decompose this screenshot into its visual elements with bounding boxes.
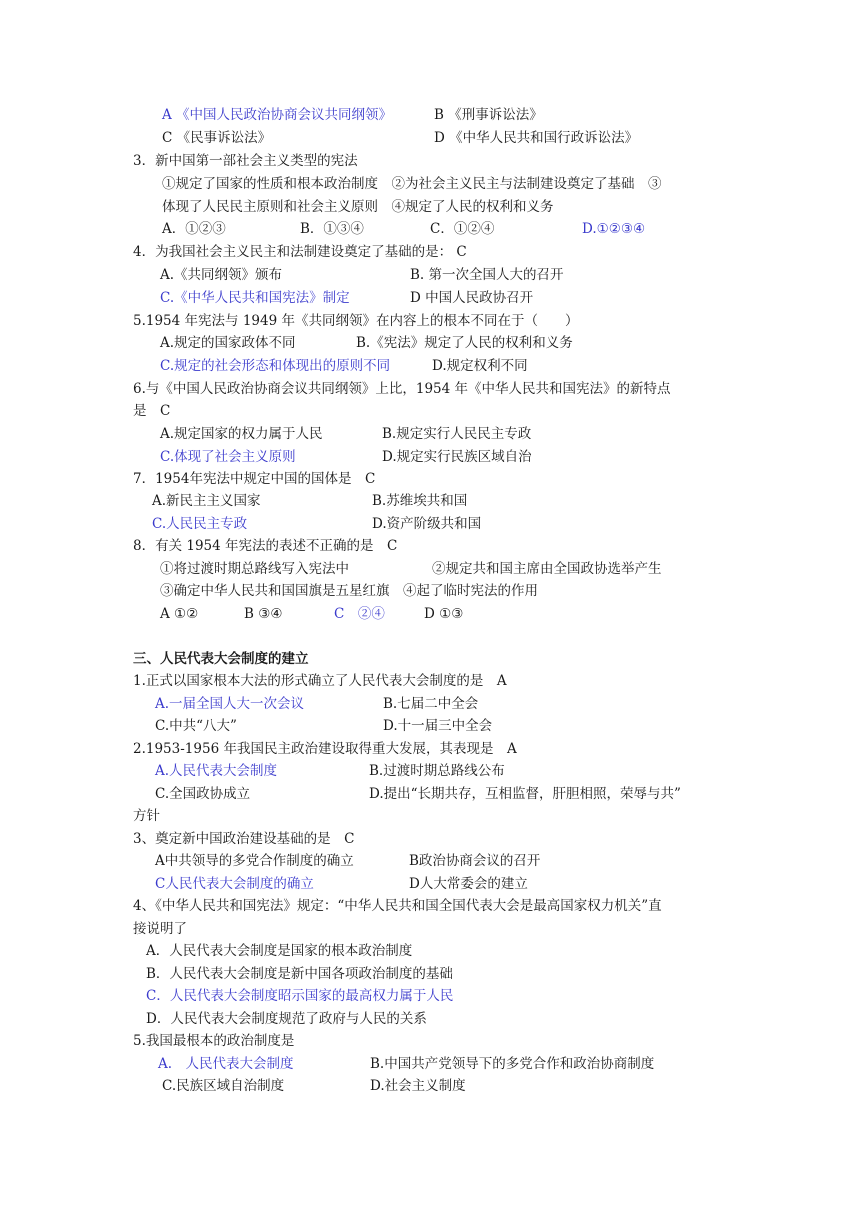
question-8: 8．有关 1954 年宪法的表述不正确的是 C (133, 538, 398, 554)
option-c: C.中共“八大” (155, 718, 237, 734)
option-d: D 《中华人民共和国行政诉讼法》 (434, 130, 639, 146)
option-b: B 《刑事诉讼法》 (434, 107, 543, 123)
option-d: D 中国人民政协召开 (410, 290, 534, 306)
option-a: A中共领导的多党合作制度的确立 (155, 853, 354, 869)
option-c: C.全国政协成立 (155, 786, 251, 802)
option-c: C 《民事诉讼法》 (162, 130, 272, 146)
option-c-answer: C.规定的社会形态和体现出的原则不同 (160, 358, 391, 374)
option-c-answer: C ②④ (334, 606, 385, 622)
option-a: A．①②③ (162, 221, 226, 237)
option-c-answer: C人民代表大会制度的确立 (155, 876, 314, 892)
option-d: D.规定权利不同 (432, 358, 528, 374)
option-c: C．①②④ (430, 221, 495, 237)
option-b: B. 第一次全国人大的召开 (410, 267, 564, 283)
question-7: 7．1954年宪法中规定中国的国体是 C (133, 471, 376, 487)
option-d: D ①③ (424, 606, 464, 622)
section-heading: 三、人民代表大会制度的建立 (133, 651, 309, 667)
question-1: 1.正式以国家根本大法的形式确立了人民代表大会制度的是 A (133, 673, 507, 689)
option-d: D.十一届三中全会 (383, 718, 493, 734)
s3-q4-option-b: B．人民代表大会制度是新中国各项政治制度的基础 (146, 966, 453, 982)
s3-q4-option-d: D．人民代表大会制度规范了政府与人民的关系 (146, 1011, 427, 1027)
option-a: A.新民主主义国家 (152, 493, 261, 509)
option-a: A.规定国家的权力属于人民 (160, 426, 323, 442)
option-a-answer: A. 人民代表大会制度 (158, 1056, 294, 1072)
q8-statement-line-2: ③确定中华人民共和国国旗是五星红旗 ④起了临时宪法的作用 (160, 583, 538, 599)
question-5: 5.我国最根本的政治制度是 (133, 1033, 295, 1049)
option-c-answer: C.人民民主专政 (152, 516, 248, 532)
option-d: D.提出“长期共存，互相监督，肝胆相照，荣辱与共” (369, 786, 681, 802)
question-4: 4．为我国社会主义民主和法制建设奠定了基础的是： C (133, 244, 467, 260)
option-b: B.中国共产党领导下的多党合作和政治协商制度 (370, 1056, 655, 1072)
option-b: B政治协商会议的召开 (409, 853, 541, 869)
q3-statement-line-2: 体现了人民民主原则和社会主义原则 ④规定了人民的权利和义务 (162, 199, 554, 215)
option-c: C.民族区域自治制度 (162, 1078, 285, 1094)
option-b: B.苏维埃共和国 (372, 493, 468, 509)
option-b: B．①③④ (300, 221, 364, 237)
s3-q4-option-c-answer: C．人民代表大会制度昭示国家的最高权力属于人民 (146, 988, 454, 1004)
option-d: D人大常委会的建立 (409, 876, 528, 892)
option-c-answer: C.体现了社会主义原则 (160, 449, 296, 465)
statement-2: ②规定共和国主席由全国政协选举产生 (432, 561, 662, 577)
option-a: A.规定的国家政体不同 (160, 335, 296, 351)
option-a-answer: A.一届全国人大一次会议 (155, 696, 305, 712)
option-b: B.规定实行人民民主专政 (382, 426, 532, 442)
option-d: D.规定实行民族区域自治 (382, 449, 532, 465)
option-d: D.社会主义制度 (370, 1078, 466, 1094)
question-6-cont: 是 C (133, 403, 171, 419)
option-b: B ③④ (244, 606, 283, 622)
question-4: 4、《中华人民共和国宪法》规定：“中华人民共和国全国代表大会是最高国家权力机关”直 (133, 898, 662, 914)
option-a: A.《共同纲领》颁布 (160, 267, 283, 283)
option-a-answer: A.人民代表大会制度 (155, 763, 278, 779)
question-2: 2.1953-1956 年我国民主政治建设取得重大发展，其表现是 A (133, 741, 517, 757)
question-5: 5.1954 年宪法与 1949 年《共同纲领》在内容上的根本不同在于（ ） (133, 313, 579, 329)
option-d: D.资产阶级共和国 (372, 516, 482, 532)
s3-q2-option-d-cont: 方针 (133, 808, 160, 824)
question-3: 3．新中国第一部社会主义类型的宪法 (133, 153, 358, 169)
option-a: A ①② (160, 606, 199, 622)
question-3: 3、奠定新中国政治建设基础的是 C (133, 831, 355, 847)
option-c-answer: C.《中华人民共和国宪法》制定 (160, 290, 350, 306)
question-6: 6.与《中国人民政治协商会议共同纲领》上比，1954 年《中华人民共和国宪法》的新特点 (133, 381, 671, 397)
option-b: B.过渡时期总路线公布 (369, 763, 505, 779)
option-b: B.《宪法》规定了人民的权利和义务 (356, 335, 573, 351)
question-4-cont: 接说明了 (133, 921, 187, 937)
statement-1: ①将过渡时期总路线写入宪法中 (160, 561, 349, 577)
q3-statement-line-1: ①规定了国家的性质和根本政治制度 ②为社会主义民主与法制建设奠定了基础 ③ (162, 176, 662, 192)
s3-q4-option-a: A．人民代表大会制度是国家的根本政治制度 (146, 943, 413, 959)
option-b: B.七届二中全会 (383, 696, 479, 712)
option-a-answer: A 《中国人民政治协商会议共同纲领》 (162, 107, 393, 123)
option-d-answer: D.①②③④ (582, 221, 646, 237)
